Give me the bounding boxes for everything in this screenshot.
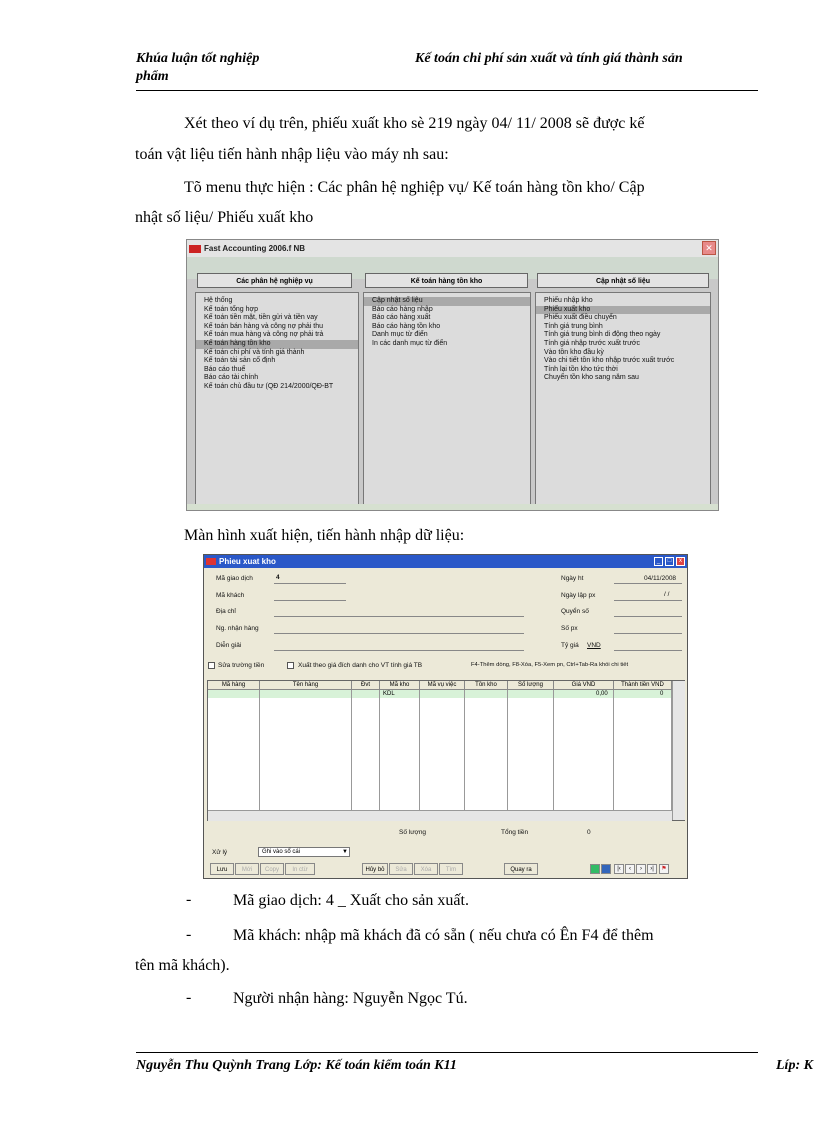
menu-item[interactable]: Báo cáo tài chính (204, 374, 259, 382)
col-ma-vu-viec[interactable]: Mã vụ việc (420, 681, 465, 690)
label-ty-gia: Tỷ giá (561, 642, 579, 649)
menu-item[interactable]: Kế toán mua hàng và công nợ phải trả (204, 331, 324, 339)
label-ma-giao-dich: Mã giao dịch (216, 575, 253, 582)
label-tong-tien: Tổng tiền (501, 829, 529, 836)
col-divider (380, 690, 420, 821)
menu-item[interactable]: Vào chi tiết tồn kho nhập trước xuất trước (544, 357, 675, 365)
menu-item[interactable]: Tính giá trung bình (544, 322, 603, 330)
flag-icon[interactable]: ⚑ (659, 864, 669, 874)
col-dvt[interactable]: Đvt (352, 681, 380, 690)
ngay-ht-input[interactable]: 04/11/2008 (644, 575, 677, 582)
vertical-scrollbar[interactable] (672, 681, 685, 820)
list-update (535, 292, 711, 509)
col-header-modules[interactable]: Các phân hệ nghiệp vụ (197, 273, 352, 288)
detail-grid[interactable] (207, 680, 685, 821)
app-logo-icon (206, 558, 216, 565)
find-button[interactable]: Tìm (439, 863, 463, 875)
label-so-luong-total: Số lượng (399, 829, 427, 836)
col-ten-hang[interactable]: Tên hàng (260, 681, 352, 690)
exit-button[interactable]: Quay ra (504, 863, 538, 875)
menu-item[interactable]: Phiếu nhập kho (544, 297, 593, 304)
col-divider (352, 690, 380, 821)
menu-item[interactable]: Cập nhật số liệu (364, 297, 530, 306)
col-divider (614, 690, 672, 821)
list-icon[interactable] (601, 864, 611, 874)
cell-thanh-tien[interactable]: 0 (660, 691, 664, 697)
ng-nhan-hang-input[interactable] (274, 633, 524, 634)
para3: Màn hình xuất hiện, tiến hành nhập dữ liệu: (184, 527, 465, 544)
window-title: Fast Accounting 2006.f NB (204, 244, 306, 253)
ty-gia-currency[interactable]: VND (587, 642, 601, 649)
screenshot-phieu-xuat-kho (203, 554, 688, 879)
menu-item[interactable]: Phiếu xuất điều chuyển (544, 314, 617, 322)
menu-item[interactable]: Chuyển tồn kho sang năm sau (544, 374, 639, 382)
bullet-1: Mã giao dịch: 4 _ Xuất cho sản xuất. (233, 892, 469, 909)
delete-button[interactable]: Xóa (414, 863, 438, 875)
tong-tien-value: 0 (587, 829, 591, 836)
col-thanh-tien[interactable]: Thành tiền VND (614, 681, 672, 690)
label-xu-ly: Xử lý (212, 849, 228, 856)
edit-button[interactable]: Sửa (389, 863, 413, 875)
window-titlebar (187, 240, 718, 257)
cancel-button[interactable]: Hủy bỏ (362, 863, 388, 875)
ma-giao-dich-input[interactable]: 4 (276, 574, 280, 581)
close-icon[interactable]: ✕ (702, 241, 716, 255)
col-header-update[interactable]: Cập nhật số liệu (537, 273, 709, 288)
para2-line1: Tõ menu thực hiện : Các phân hệ nghiệp vụ/ Kế toán hàng tồn kho/ Cập (184, 179, 645, 196)
menu-item[interactable]: Tính lại tồn kho tức thời (544, 365, 618, 373)
dien-giai-input[interactable] (274, 650, 524, 651)
menu-item[interactable]: Kế toán chủ đầu tư (QĐ 214/2000/QĐ-BT (204, 382, 334, 390)
so-px-input[interactable] (614, 633, 682, 634)
label-ngay-ht: Ngày ht (561, 575, 584, 582)
horizontal-scrollbar[interactable] (208, 810, 672, 821)
col-divider (420, 690, 465, 821)
ma-khach-input[interactable] (274, 600, 346, 601)
col-divider (260, 690, 352, 821)
underline (274, 583, 346, 584)
col-ma-kho[interactable]: Mã kho (380, 681, 420, 690)
label-so-px: Số px (561, 625, 578, 632)
xu-ly-select[interactable] (258, 847, 350, 857)
menu-item[interactable]: Tính giá nhập trước xuất trước (544, 339, 640, 347)
menu-item[interactable]: Báo cáo thuế (204, 365, 246, 373)
screenshot-fast-accounting (186, 239, 719, 511)
app-logo-icon (189, 245, 201, 253)
checkbox-sua-truong-tien[interactable] (208, 662, 215, 669)
col-ton-kho[interactable]: Tồn kho (465, 681, 508, 690)
print-button[interactable]: In ctừ (285, 863, 315, 875)
bullet-dash: - (186, 926, 192, 943)
quyen-so-input[interactable] (614, 616, 682, 617)
shortcut-hint: F4-Thêm dòng, F8-Xóa, F5-Xem pn, Ctrl+Tab-Ra khỏi chi tiết (471, 662, 629, 668)
underline (614, 600, 682, 601)
minimize-icon[interactable]: _ (654, 557, 663, 566)
col-gia-vnd[interactable]: Giá VND (554, 681, 614, 690)
menu-item[interactable]: Hệ thống (204, 297, 233, 304)
header-right: Kế toán chi phí sản xuất và tính giá thành sản (415, 51, 683, 66)
col-divider (465, 690, 508, 821)
col-so-luong[interactable]: Số lượng (508, 681, 554, 690)
menu-item[interactable]: In các danh mục từ điển (372, 339, 448, 347)
last-record-icon[interactable]: ›| (647, 864, 657, 874)
footer-left: Nguyễn Thu Quỳnh Trang Lớp: Kế toán kiểm toán K11 (136, 1058, 457, 1073)
xu-ly-selected: Ghi vào sổ cái (262, 849, 301, 855)
cell-ma-kho[interactable]: KDL (383, 691, 395, 697)
menu-item[interactable]: Danh mục từ điển (372, 331, 428, 339)
prev-record-icon[interactable]: ‹ (625, 864, 635, 874)
list-inventory (363, 292, 531, 509)
menu-item[interactable]: Kế toán chi phí và tính giá thành (204, 348, 305, 356)
label-dien-giai: Diễn giải (216, 642, 242, 649)
label-quyen-so: Quyển số (561, 608, 589, 615)
maximize-icon[interactable]: □ (665, 557, 674, 566)
checkbox-xuat-theo-gia[interactable] (287, 662, 294, 669)
label-ngay-lap: Ngày lập px (561, 592, 596, 599)
new-button[interactable]: Mới (235, 863, 259, 875)
menu-item[interactable]: Báo cáo hàng xuất (372, 314, 431, 322)
menu-item[interactable]: Kế toán bán hàng và công nợ phải thu (204, 322, 324, 330)
menu-item[interactable]: Kế toán tiền mặt, tiền gửi và tiền vay (204, 314, 318, 322)
col-header-inventory[interactable]: Kế toán hàng tồn kho (365, 273, 528, 288)
bullet-dash: - (186, 891, 192, 908)
menu-item[interactable]: Kế toán tổng hợp (204, 305, 259, 313)
ty-gia-input[interactable] (614, 650, 682, 651)
form-titlebar (204, 555, 687, 568)
save-button[interactable]: Lưu (210, 863, 234, 875)
col-ma-hang[interactable]: Mã hàng (208, 681, 260, 690)
para2-line2: nhật số liệu/ Phiếu xuất kho (135, 209, 314, 226)
menu-item[interactable]: Phiếu xuất kho (536, 306, 710, 315)
footer-right: Líp: K (776, 1058, 813, 1073)
copy-button[interactable]: Copy (260, 863, 284, 875)
cell-gia-vnd[interactable]: 0,00 (596, 691, 608, 697)
para1-line2: toán vật liệu tiến hành nhập liệu vào máy nh sau: (135, 146, 449, 163)
label-dia-chi: Địa chỉ (216, 608, 236, 615)
list-modules (195, 292, 359, 509)
footer-rule (136, 1052, 758, 1053)
menu-item[interactable]: Vào tồn kho đầu kỳ (544, 348, 604, 356)
menu-item[interactable]: Kế toán hàng tồn kho (196, 340, 358, 349)
bullet-2-cont: tên mã khách). (135, 957, 230, 974)
ngay-lap-input[interactable]: / / (664, 591, 670, 598)
header-rule (136, 90, 758, 91)
status-strip (187, 504, 718, 510)
header-left-cont: phẩm (136, 69, 169, 84)
col-divider (508, 690, 554, 821)
chevron-down-icon: ▼ (342, 849, 348, 855)
label-sua-truong-tien: Sửa trường tiền (218, 662, 265, 669)
underline (614, 583, 682, 584)
label-xuat-theo-gia: Xuất theo giá đích danh cho VT tính giá TB (298, 662, 423, 669)
para1-line1: Xét theo ví dụ trên, phiếu xuất kho sè 219 ngày 04/ 11/ 2008 sẽ được kế (184, 115, 645, 132)
dia-chi-input[interactable] (274, 616, 524, 617)
header-left: Khúa luận tốt nghiệp (136, 51, 260, 66)
calculator-icon[interactable] (590, 864, 600, 874)
label-ma-khach: Mã khách (216, 592, 245, 599)
first-record-icon[interactable]: |‹ (614, 864, 624, 874)
close-icon[interactable]: x (676, 557, 685, 566)
col-divider (208, 690, 260, 821)
form-title: Phieu xuat kho (219, 557, 276, 566)
menu-item[interactable]: Kế toán tài sản cố định (204, 357, 276, 365)
label-ng-nhan-hang: Ng. nhận hàng (216, 625, 259, 632)
col-divider (554, 690, 614, 821)
bullet-2: Mã khách: nhập mã khách đã có sẵn ( nếu chưa có Ên F4 để thêm (233, 927, 654, 944)
next-record-icon[interactable]: › (636, 864, 646, 874)
bullet-3: Người nhận hàng: Nguyễn Ngọc Tú. (233, 990, 468, 1007)
bullet-dash: - (186, 989, 192, 1006)
menu-item[interactable]: Báo cáo hàng nhập (372, 305, 433, 313)
menu-item[interactable]: Báo cáo hàng tồn kho (372, 322, 441, 330)
menu-item[interactable]: Tính giá trung bình di động theo ngày (544, 331, 661, 339)
